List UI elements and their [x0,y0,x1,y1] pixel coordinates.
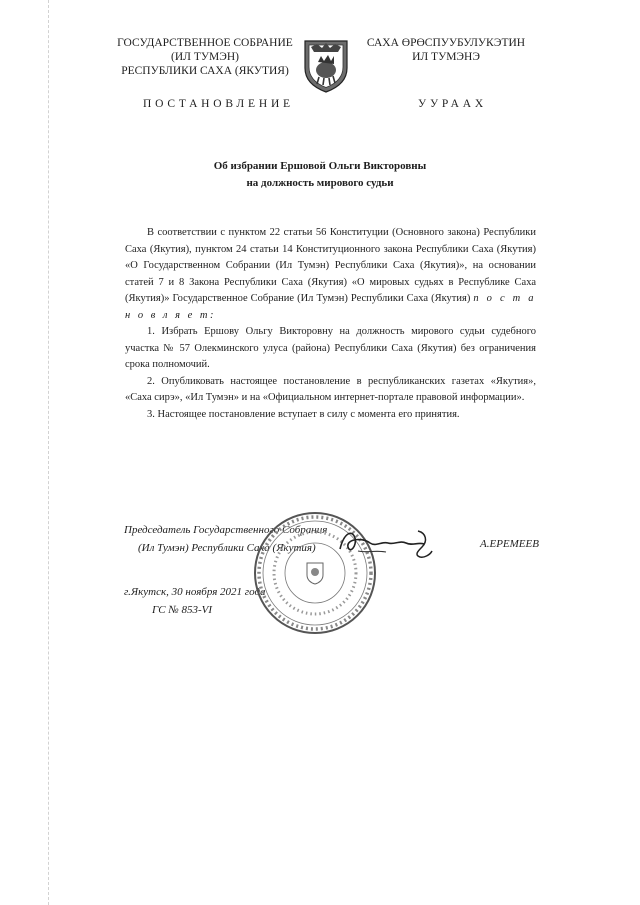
coat-of-arms-icon [301,38,351,94]
header-left-line3: РЕСПУБЛИКИ САХА (ЯКУТИЯ) [121,65,289,77]
document-body [125,225,536,423]
item-3: 3. Настоящее постановление вступает в силу с момента его принятия. [147,408,460,420]
document-number: ГС № 853-VI [152,604,213,616]
decree-word: п о с т а н о в л я е т: [125,293,537,321]
preamble-paragraph [125,225,536,324]
item-1: 1. Избрать Ершову Ольгу Викторовну на должность мирового судьи судебного участка № 57 Олекминского улуса (района) Республики Саха (Якутия) без ограничения срока полномочий. [125,326,536,370]
header-left-line1: ГОСУДАРСТВЕННОЕ СОБРАНИЕ [117,37,293,49]
signatory-name: А.ЕРЕМЕЕВ [480,538,539,550]
title-line1: Об избрании Ершовой Ольги Викторовны [213,160,427,172]
header-left [110,36,300,78]
title-line2: на должность мирового судьи [246,177,394,189]
doc-type-yakut: УУРААХ [418,98,487,110]
doc-type-russian: ПОСТАНОВЛЕНИЕ [143,98,294,110]
margin-line [48,0,49,905]
position-line1: Председатель Государственного Собрания [124,524,328,536]
handwritten-signature-icon [336,523,436,561]
position-line2: (Ил Тумэн) Республики Саха (Якутия) [138,542,316,554]
item-2: 2. Опубликовать настоящее постановление в республиканских газетах «Якутия», «Саха сирэ», «Ил Тумэн» и на «Официальном интернет-портале правовой информации». [125,375,536,403]
header-right [360,36,532,64]
header-right-line1: САХА ӨРӨСПУУБУЛУКЭТИН [366,37,526,49]
place-and-date [124,583,266,619]
header-left-line2: (ИЛ ТУМЭН) [171,51,239,63]
place-date-line: г.Якутск, 30 ноября 2021 года [124,586,266,598]
header-right-line2: ИЛ ТУМЭНЭ [412,51,480,63]
preamble-text: В соответствии с пунктом 22 статьи 56 Конституции (Основного закона) Республики Саха (Якутия), пунктом 24 статьи 14 Конституционного закона Республики Саха (Якутия) «О Государственном Собрании (Ил Тумэн) Республики Саха (Якутия)», на основании статей 7 и 8 Закона Республики Саха (Якутия) «О мировых судьях в Республике Саха (Якутия)» Государственное Собрание (Ил Тумэн) Республики Саха (Якутия) [125,227,536,304]
document-title [150,158,490,192]
